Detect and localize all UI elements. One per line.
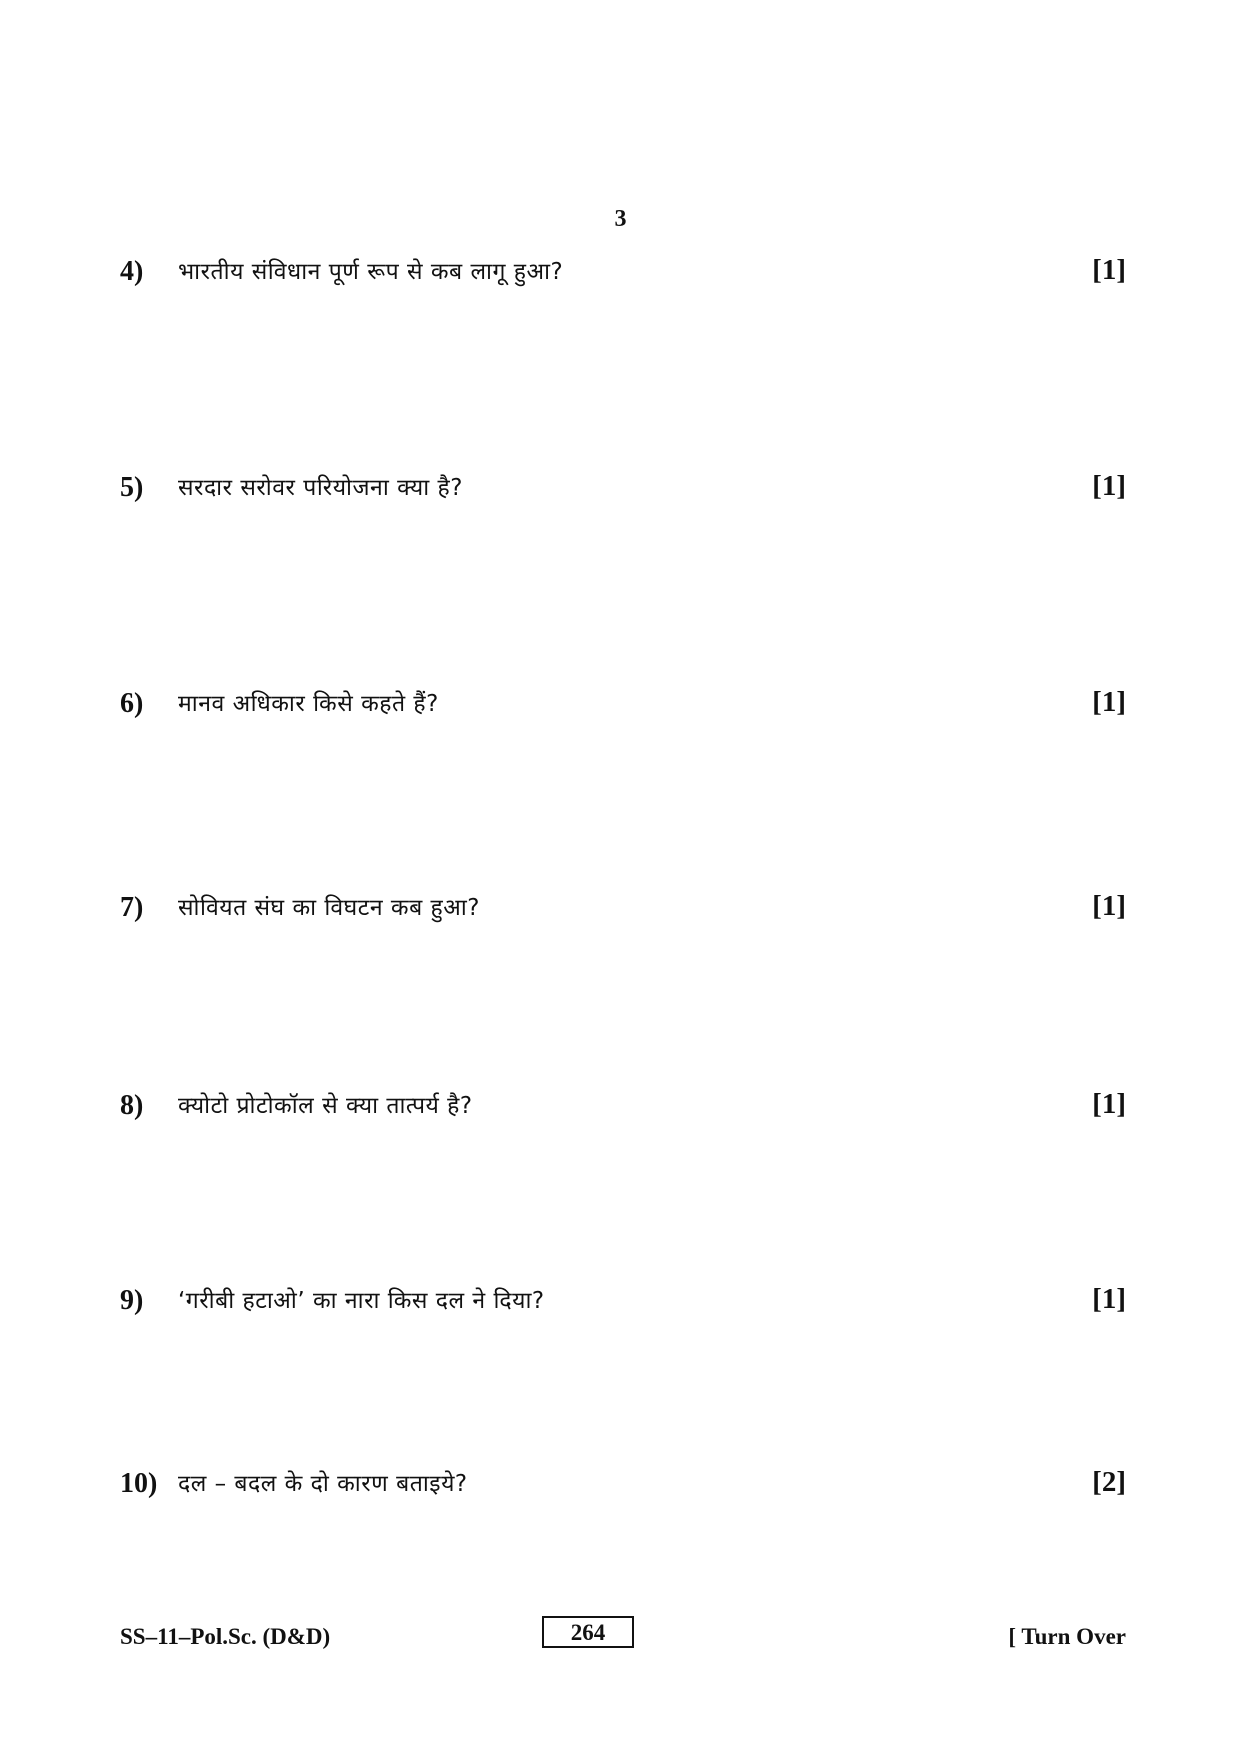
- question-marks: [1]: [1092, 1088, 1126, 1120]
- question-marks: [1]: [1092, 470, 1126, 502]
- paper-code: SS–11–Pol.Sc. (D&D): [120, 1624, 331, 1649]
- question-4: [120, 252, 1126, 292]
- question-number: 7): [120, 892, 144, 923]
- question-10: [120, 1464, 1126, 1504]
- question-number: 6): [120, 688, 144, 719]
- question-5: [120, 468, 1126, 508]
- page-number: 3: [614, 206, 627, 232]
- boxed-number: 264: [542, 1616, 634, 1648]
- question-8: [120, 1086, 1126, 1126]
- question-text: क्योटो प्रोटोकॉल से क्या तात्पर्य है?: [178, 1093, 473, 1119]
- question-marks: [1]: [1092, 1283, 1126, 1315]
- question-marks: [1]: [1092, 686, 1126, 718]
- question-number: 4): [120, 256, 144, 287]
- question-text: सोवियत संघ का विघटन कब हुआ?: [178, 895, 480, 921]
- question-text: भारतीय संविधान पूर्ण रूप से कब लागू हुआ?: [178, 259, 564, 285]
- question-9: [120, 1281, 1126, 1321]
- question-text: सरदार सरोवर परियोजना क्या है?: [178, 475, 463, 501]
- question-number: 5): [120, 472, 144, 503]
- question-marks: [1]: [1092, 890, 1126, 922]
- question-6: [120, 684, 1126, 724]
- turn-over-label: [ Turn Over: [1008, 1624, 1126, 1649]
- question-text: दल – बदल के दो कारण बताइये?: [178, 1471, 468, 1497]
- question-marks: [1]: [1092, 254, 1126, 286]
- question-number: 9): [120, 1285, 144, 1316]
- question-number: 8): [120, 1090, 144, 1121]
- question-number: 10): [120, 1468, 158, 1499]
- question-marks: [2]: [1092, 1466, 1126, 1498]
- question-text: मानव अधिकार किसे कहते हैं?: [178, 691, 439, 717]
- question-text: ‘गरीबी हटाओ’ का नारा किस दल ने दिया?: [178, 1288, 545, 1314]
- question-7: [120, 888, 1126, 928]
